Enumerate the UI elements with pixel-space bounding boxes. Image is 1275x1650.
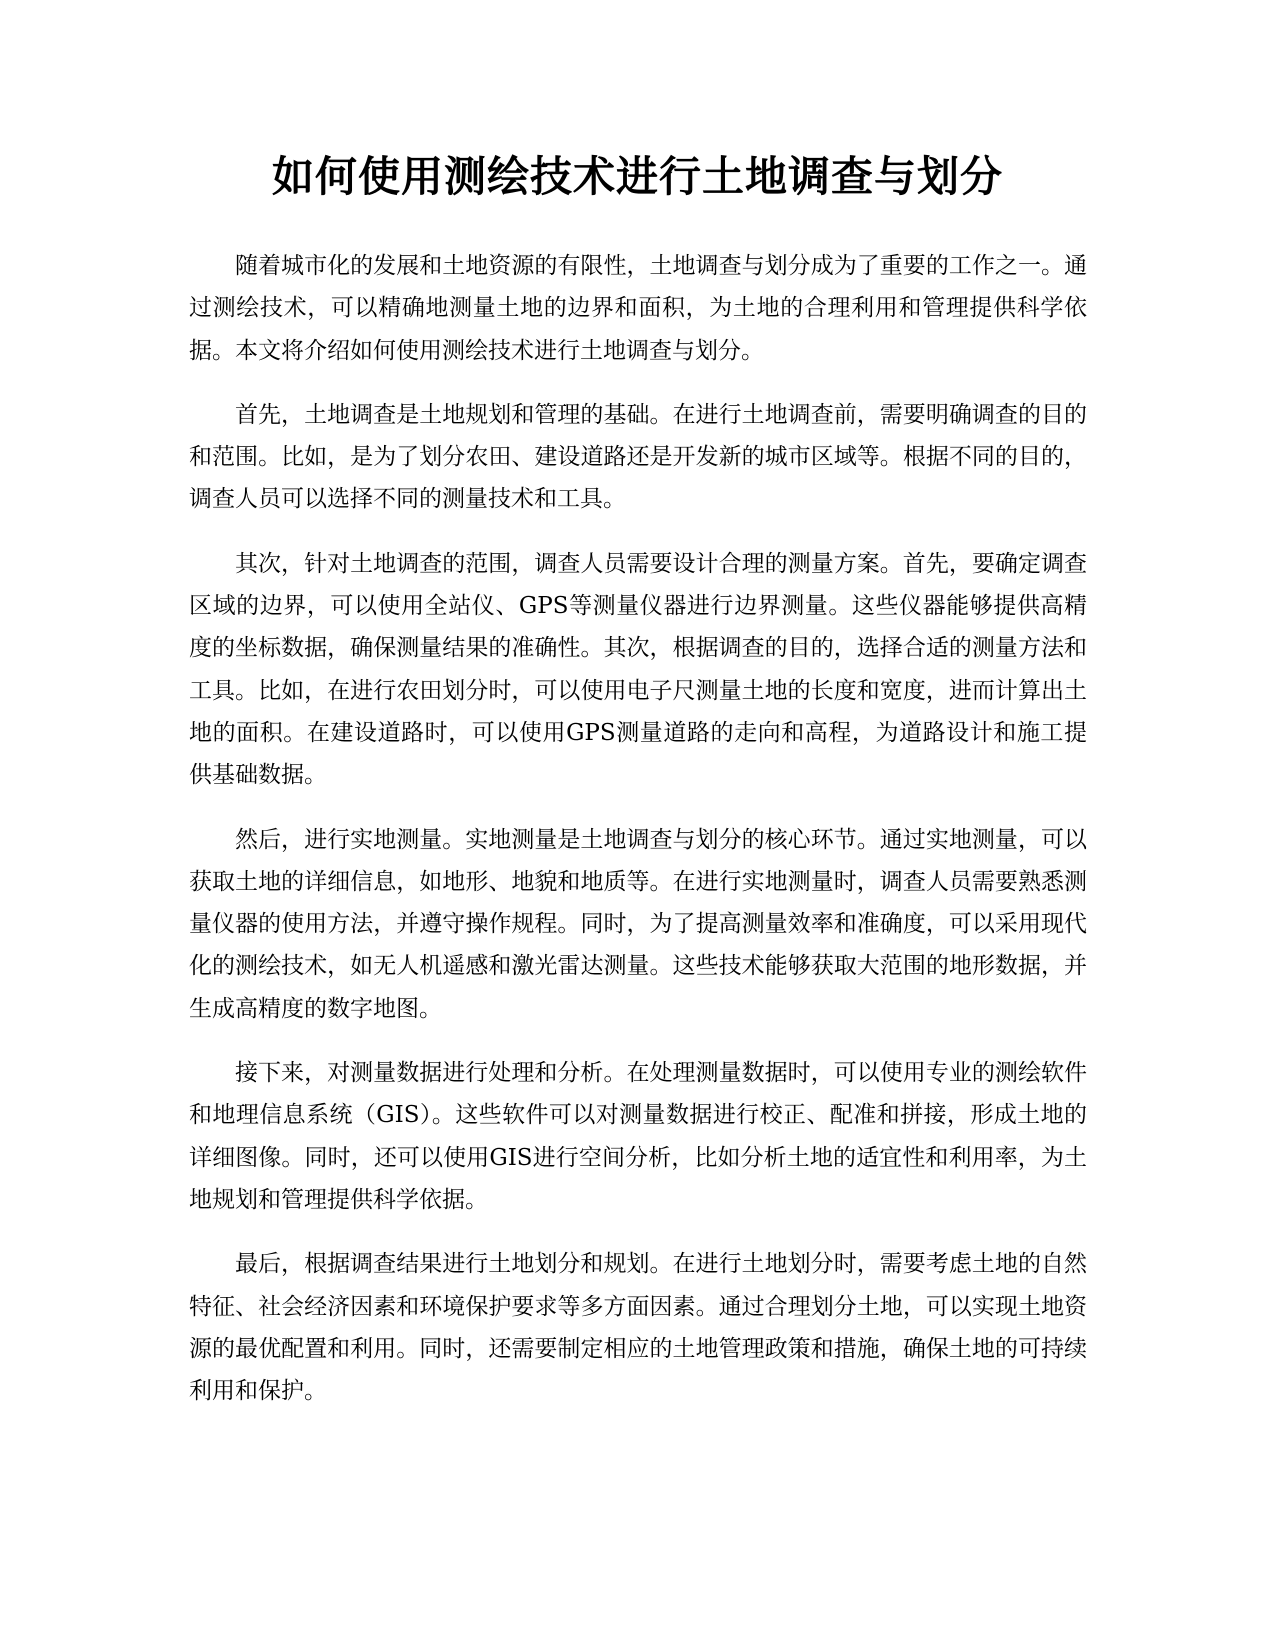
paragraph-final: 最后，根据调查结果进行土地划分和规划。在进行土地划分时，需要考虑土地的自然特征、社会经济因素和环境保护要求等多方面因素。通过合理划分土地，可以实现土地资源的最优配置和利用。同时，还需要制定相应的土地管理政策和措施，确保土地的可持续利用和保护。 (189, 1251, 1087, 1405)
document-body (189, 245, 1087, 1434)
paragraph-intro: 随着城市化的发展和土地资源的有限性，土地调查与划分成为了重要的工作之一。通过测绘技术，可以精确地测量土地的边界和面积，为土地的合理利用和管理提供科学依据。本文将介绍如何使用测绘技术进行土地调查与划分。 (189, 253, 1087, 364)
paragraph-first: 首先，土地调查是土地规划和管理的基础。在进行土地调查前，需要明确调查的目的和范围。比如，是为了划分农田、建设道路还是开发新的城市区域等。根据不同的目的，调查人员可以选择不同的测量技术和工具。 (189, 401, 1087, 513)
paragraph-third: 然后，进行实地测量。实地测量是土地调查与划分的核心环节。通过实地测量，可以获取土地的详细信息，如地形、地貌和地质等。在进行实地测量时，调查人员需要熟悉测量仪器的使用方法，并遵守操作规程。同时，为了提高测量效率和准确度，可以采用现代化的测绘技术，如无人机遥感和激光雷达测量。这些技术能够获取大范围的地形数据，并生成高精度的数字地图。 (189, 826, 1087, 1022)
paragraph-second: 其次，针对土地调查的范围，调查人员需要设计合理的测量方案。首先，要确定调查区域的边界，可以使用全站仪、GPS等测量仪器进行边界测量。这些仪器能够提供高精度的坐标数据，确保测量结果的准确性。其次，根据调查的目的，选择合适的测量方法和工具。比如，在进行农田划分时，可以使用电子尺测量土地的长度和宽度，进而计算出土地的面积。在建设道路时，可以使用GPS测量道路的走向和高程，为道路设计和施工提供基础数据。 (189, 550, 1087, 789)
paragraph-fourth: 接下来，对测量数据进行处理和分析。在处理测量数据时，可以使用专业的测绘软件和地理信息系统（GIS）。这些软件可以对测量数据进行校正、配准和拼接，形成土地的详细图像。同时，还可以使用GIS进行空间分析，比如分析土地的适宜性和利用率，为土地规划和管理提供科学依据。 (189, 1060, 1087, 1213)
page-title: 如何使用测绘技术进行土地调查与划分 (271, 152, 1003, 201)
